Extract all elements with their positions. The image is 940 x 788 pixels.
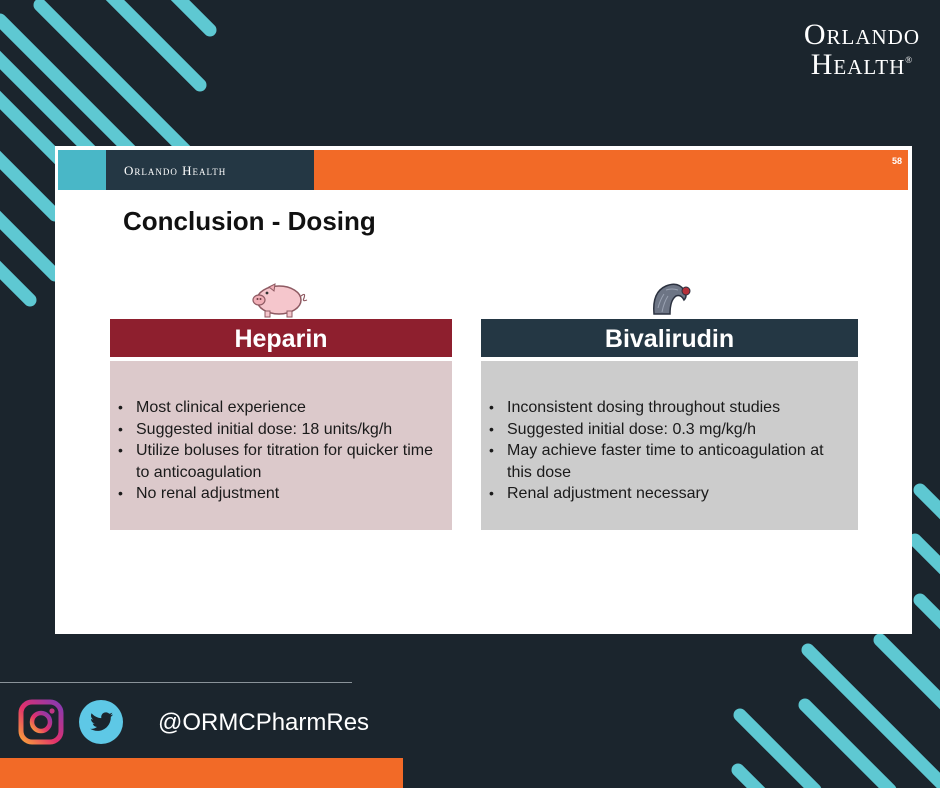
pig-icon (251, 280, 309, 318)
header-teal-block (58, 150, 106, 190)
list-item: • Inconsistent dosing throughout studies (485, 397, 852, 419)
bivalirudin-heading: Bivalirudin (481, 319, 858, 357)
bivalirudin-box (481, 361, 858, 530)
list-item: • Renal adjustment necessary (485, 483, 852, 505)
social-handle[interactable]: @ORMCPharmRes (158, 709, 370, 736)
slide-header (58, 150, 908, 190)
header-brand-text: Orlando Health (124, 163, 227, 178)
heparin-heading: Heparin (110, 319, 452, 357)
footer-orange-bar (0, 758, 403, 788)
logo-line-2 (804, 50, 920, 80)
slide-number: 58 (891, 156, 902, 166)
registered-mark: ® (905, 55, 914, 65)
list-item: • Most clinical experience (114, 397, 446, 419)
orlando-health-logo (804, 20, 920, 80)
footer-divider (0, 682, 352, 683)
bivalirudin-bullet-list (485, 397, 852, 505)
heparin-box (110, 361, 452, 530)
logo-line-1: Orlando (803, 18, 920, 51)
instagram-icon[interactable] (18, 699, 64, 745)
header-brand-block (106, 150, 314, 190)
list-item: • May achieve faster time to anticoagulation at this dose (485, 440, 852, 483)
slide-title: Conclusion - Dosing (123, 206, 376, 236)
logo-line-2-text: Health (810, 48, 906, 81)
list-item: • No renal adjustment (114, 483, 446, 505)
list-item: • Suggested initial dose: 0.3 mg/kg/h (485, 419, 852, 441)
leech-icon (648, 278, 696, 316)
list-item: • Suggested initial dose: 18 units/kg/h (114, 419, 446, 441)
twitter-icon[interactable] (78, 699, 124, 745)
header-orange-block (314, 150, 908, 190)
list-item: • Utilize boluses for titration for quicker time to anticoagulation (114, 440, 446, 483)
slide (55, 146, 912, 634)
heparin-bullet-list (114, 397, 446, 505)
